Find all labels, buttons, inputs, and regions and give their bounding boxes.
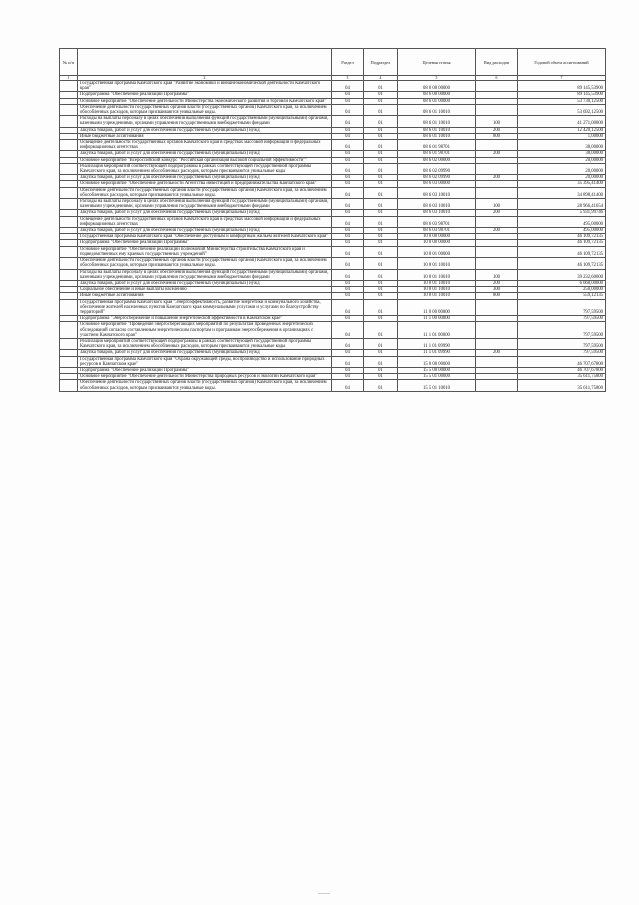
row-amount-cell: 797,59500 <box>518 299 606 316</box>
row-section-cell: 04 <box>332 287 364 293</box>
row-exp-type-cell: 300 <box>476 287 518 293</box>
row-target-cell: 08 6 02 09990 <box>398 175 476 181</box>
row-subsection-cell: 01 <box>364 98 398 104</box>
row-exp-type-cell: 200 <box>476 175 518 181</box>
row-target-cell: 08 6 01 10010 <box>398 104 476 115</box>
row-target-cell: 15 0 00 00000 <box>398 356 476 367</box>
row-section-cell: 04 <box>332 280 364 286</box>
row-target-cell: 10 8 00 00000 <box>398 240 476 246</box>
row-target-cell: 11 1 01 09990 <box>398 338 476 349</box>
row-subsection-cell: 01 <box>364 163 398 174</box>
column-number: 4 <box>364 76 398 81</box>
row-subsection-cell: 01 <box>364 92 398 98</box>
row-number-cell <box>60 299 78 316</box>
header-exp-type: Вид расходов <box>476 49 518 76</box>
row-name-cell: Основное мероприятие "Обеспечение деятельности Министерства экономического развития и торговли Камчатского края" <box>78 98 332 104</box>
row-target-cell: 08 6 03 00000 <box>398 181 476 187</box>
budget-table <box>59 48 606 392</box>
row-section-cell: 04 <box>332 380 364 391</box>
row-section-cell: 04 <box>332 338 364 349</box>
row-amount-cell: 797,59500 <box>518 316 606 322</box>
row-section-cell: 04 <box>332 246 364 257</box>
row-section-cell: 04 <box>332 240 364 246</box>
row-target-cell: 08 6 02 00000 <box>398 157 476 163</box>
row-amount-cell: 39 232,60000 <box>518 269 606 280</box>
header-amount: Годовой объем ассигнований <box>518 49 606 76</box>
row-amount-cell: 38,00000 <box>518 140 606 151</box>
table-row <box>60 104 606 115</box>
row-exp-type-cell: 100 <box>476 116 518 127</box>
table-row <box>60 356 606 367</box>
table-body <box>60 81 606 392</box>
row-amount-cell: 12 420,12500 <box>518 127 606 133</box>
header-num: № п/п <box>60 49 78 76</box>
row-name-cell: Обеспечение деятельности государственных органов власти (государственных органов) Камчатского края, за исключением обособленных расходов, которым присваиваются уникальные коды. <box>78 187 332 198</box>
row-subsection-cell: 01 <box>364 187 398 198</box>
row-target-cell: 08 6 03 98701 <box>398 228 476 234</box>
table-row <box>60 140 606 151</box>
row-section-cell: 04 <box>332 199 364 210</box>
row-section-cell: 04 <box>332 316 364 322</box>
row-target-cell: 08 6 03 10010 <box>398 187 476 198</box>
row-subsection-cell: 01 <box>364 216 398 227</box>
column-number: 5 <box>398 76 476 81</box>
row-name-cell: Освещение деятельности государственных органов Камчатского края в средствах массовой информации и федеральных информационных агентствах <box>78 140 332 151</box>
row-amount-cell: 46 109,72135 <box>518 258 606 269</box>
row-section-cell: 04 <box>332 299 364 316</box>
row-subsection-cell: 01 <box>364 293 398 299</box>
row-exp-type-cell <box>476 216 518 227</box>
row-target-cell: 11 1 01 00000 <box>398 322 476 339</box>
row-subsection-cell: 01 <box>364 116 398 127</box>
row-exp-type-cell <box>476 356 518 367</box>
row-target-cell: 08 6 01 10010 <box>398 127 476 133</box>
row-target-cell: 08 6 01 10010 <box>398 133 476 139</box>
row-subsection-cell: 01 <box>364 269 398 280</box>
row-amount-cell: 20,00000 <box>518 157 606 163</box>
row-number-cell <box>60 116 78 127</box>
row-amount-cell: 797,59500 <box>518 338 606 349</box>
row-amount-cell: 46 109,72135 <box>518 246 606 257</box>
row-exp-type-cell: 200 <box>476 151 518 157</box>
table-header-row <box>60 49 606 76</box>
row-amount-cell: 5 931,99746 <box>518 210 606 216</box>
row-name-cell: Закупка товаров, работ и услуг для обеспечения государственных (муниципальных) нужд <box>78 151 332 157</box>
row-name-cell: Подпрограмма "Обеспечение реализации Программы" <box>78 92 332 98</box>
row-number-cell <box>60 258 78 269</box>
row-subsection-cell: 01 <box>364 133 398 139</box>
row-target-cell: 15 5 01 00000 <box>398 374 476 380</box>
column-number: 2 <box>78 76 332 81</box>
row-exp-type-cell <box>476 140 518 151</box>
row-number-cell <box>60 163 78 174</box>
row-exp-type-cell <box>476 380 518 391</box>
row-target-cell: 10 8 01 10010 <box>398 293 476 299</box>
row-section-cell: 04 <box>332 175 364 181</box>
table-row <box>60 187 606 198</box>
row-exp-type-cell <box>476 299 518 316</box>
row-exp-type-cell: 200 <box>476 350 518 356</box>
row-subsection-cell: 01 <box>364 258 398 269</box>
row-exp-type-cell: 100 <box>476 199 518 210</box>
row-target-cell: 10 8 01 10010 <box>398 269 476 280</box>
row-name-cell: Основное мероприятие "Всероссийский конкурс "Российская организация высокой социальной эффективности"" <box>78 157 332 163</box>
row-section-cell: 04 <box>332 151 364 157</box>
row-section-cell: 04 <box>332 81 364 92</box>
row-section-cell: 04 <box>332 350 364 356</box>
row-target-cell: 08 6 03 10010 <box>398 199 476 210</box>
column-number: 3 <box>332 76 364 81</box>
row-subsection-cell: 01 <box>364 228 398 234</box>
table-row <box>60 81 606 92</box>
row-target-cell: 15 5 00 00000 <box>398 367 476 373</box>
row-subsection-cell: 01 <box>364 374 398 380</box>
row-subsection-cell: 01 <box>364 380 398 391</box>
row-name-cell: Обеспечение деятельности государственных органов власти (государственных органов) Камчатского края, за исключением обособленных расходов, которым присваиваются уникальные коды. <box>78 258 332 269</box>
column-number: 1 <box>60 76 78 81</box>
row-exp-type-cell: 200 <box>476 127 518 133</box>
row-amount-cell: 46 707,67800 <box>518 367 606 373</box>
row-name-cell: Закупка товаров, работ и услуг для обеспечения государственных (муниципальных) нужд <box>78 210 332 216</box>
row-exp-type-cell: 200 <box>476 280 518 286</box>
table-row <box>60 299 606 316</box>
header-section: Раздел <box>332 49 364 76</box>
row-amount-cell: 495,00000 <box>518 228 606 234</box>
row-exp-type-cell: 800 <box>476 133 518 139</box>
row-section-cell: 04 <box>332 157 364 163</box>
row-name-cell: Закупка товаров, работ и услуг для обеспечения государственных (муниципальных) нужд <box>78 175 332 181</box>
row-section-cell: 04 <box>332 104 364 115</box>
row-subsection-cell: 01 <box>364 127 398 133</box>
row-target-cell: 11 1 00 00000 <box>398 316 476 322</box>
row-subsection-cell: 01 <box>364 140 398 151</box>
row-exp-type-cell <box>476 163 518 174</box>
row-amount-cell: 89 145,53900 <box>518 92 606 98</box>
row-target-cell: 11 1 01 09990 <box>398 350 476 356</box>
row-number-cell <box>60 187 78 198</box>
row-name-cell: Освещение деятельности государственных органов Камчатского края в средствах массовой информации и федеральных информационных агентствах <box>78 216 332 227</box>
row-name-cell: Иные бюджетные ассигнования <box>78 133 332 139</box>
row-subsection-cell: 01 <box>364 210 398 216</box>
row-subsection-cell: 01 <box>364 181 398 187</box>
row-amount-cell: 1,00000 <box>518 133 606 139</box>
header-name <box>78 49 332 76</box>
row-number-cell <box>60 246 78 257</box>
row-name-cell: Государственная программа Камчатского края "Развитие экономики и внешнеэкономической деятельности Камчатского края" <box>78 81 332 92</box>
table-row <box>60 216 606 227</box>
row-exp-type-cell <box>476 246 518 257</box>
row-subsection-cell: 01 <box>364 199 398 210</box>
row-amount-cell: 6 068,00000 <box>518 280 606 286</box>
row-amount-cell: 53 692,12500 <box>518 104 606 115</box>
row-subsection-cell: 01 <box>364 299 398 316</box>
row-name-cell: Расходы на выплаты персоналу в целях обеспечения выполнения функций государственными (муниципальными) органами, казенными учреждениями, органами управления государственными внебюджетными фондами <box>78 269 332 280</box>
header-target: Целевая статья <box>398 49 476 76</box>
row-subsection-cell: 01 <box>364 104 398 115</box>
row-target-cell: 10 8 01 10010 <box>398 258 476 269</box>
row-amount-cell: 559,12135 <box>518 293 606 299</box>
row-subsection-cell: 01 <box>364 316 398 322</box>
row-section-cell: 04 <box>332 216 364 227</box>
row-name-cell: Закупка товаров, работ и услуг для обеспечения государственных (муниципальных) нужд <box>78 127 332 133</box>
table-row <box>60 322 606 339</box>
row-name-cell: Основное мероприятие "Обеспечение деятельности Агентства инвестиций и предпринимательства Камчатского края" <box>78 181 332 187</box>
row-name-cell: Реализация мероприятий соответствующей подпрограммы в рамках соответствующей государственной программы Камчатского края, за исключением обособленных расходов, которым присваиваются уникальные коды <box>78 163 332 174</box>
row-name-cell: Реализация мероприятий соответствующей подпрограммы в рамках соответствующей государственной программы Камчатского края, за исключением обособленных расходов, которым присваиваются уникальные коды <box>78 338 332 349</box>
row-name-cell: Основное мероприятие "Обеспечение деятельности Министерства природных ресурсов и экологии Камчатского края" <box>78 374 332 380</box>
row-name-cell: Государственная программа Камчатского края "Энергоэффективность, развитие энергетики и коммунального хозяйства, обеспечение жителей населенных пунктов Камчатского края коммунальными услугами и услугами по благоустройству территорий" <box>78 299 332 316</box>
row-amount-cell: 20,00000 <box>518 163 606 174</box>
column-number: 7 <box>518 76 606 81</box>
row-subsection-cell: 01 <box>364 280 398 286</box>
row-amount-cell: 495,00000 <box>518 216 606 227</box>
row-name-cell: Иные бюджетные ассигнования <box>78 293 332 299</box>
row-section-cell: 04 <box>332 269 364 280</box>
row-section-cell: 04 <box>332 163 364 174</box>
row-section-cell: 04 <box>332 92 364 98</box>
row-exp-type-cell <box>476 104 518 115</box>
row-subsection-cell: 01 <box>364 240 398 246</box>
row-name-cell: Закупка товаров, работ и услуг для обеспечения государственных (муниципальных) нужд <box>78 350 332 356</box>
row-subsection-cell: 01 <box>364 356 398 367</box>
row-subsection-cell: 01 <box>364 338 398 349</box>
row-subsection-cell: 01 <box>364 81 398 92</box>
row-target-cell: 08 6 03 10010 <box>398 210 476 216</box>
table-row <box>60 163 606 174</box>
row-name-cell: Расходы на выплаты персоналу в целях обеспечения выполнения функций государственными (муниципальными) органами, казенными учреждениями, органами управления государственными внебюджетными фондами <box>78 116 332 127</box>
row-section-cell: 04 <box>332 140 364 151</box>
row-exp-type-cell: 200 <box>476 228 518 234</box>
row-number-cell <box>60 356 78 367</box>
row-section-cell: 04 <box>332 234 364 240</box>
row-name-cell: Государственная программа Камчатского края "Обеспечение доступным и комфортным жильем жителей Камчатского края" <box>78 234 332 240</box>
row-amount-cell: 38,00000 <box>518 151 606 157</box>
row-name-cell: Подпрограмма "Обеспечение реализации Программы" <box>78 367 332 373</box>
row-name-cell: Расходы на выплаты персоналу в целях обеспечения выполнения функций государственными (муниципальными) органами, казенными учреждениями, органами управления государственными внебюджетными фондами <box>78 199 332 210</box>
row-amount-cell: 35 611,75800 <box>518 380 606 391</box>
row-number-cell <box>60 269 78 280</box>
row-section-cell: 04 <box>332 258 364 269</box>
row-target-cell: 10 8 01 10010 <box>398 280 476 286</box>
row-amount-cell: 41 271,00000 <box>518 116 606 127</box>
row-target-cell: 10 8 01 00000 <box>398 246 476 257</box>
row-section-cell: 04 <box>332 367 364 373</box>
row-amount-cell: 46 707,67800 <box>518 356 606 367</box>
row-section-cell: 04 <box>332 133 364 139</box>
row-amount-cell: 35 395,41400 <box>518 181 606 187</box>
row-number-cell <box>60 81 78 92</box>
row-section-cell: 04 <box>332 374 364 380</box>
row-subsection-cell: 01 <box>364 287 398 293</box>
row-number-cell <box>60 104 78 115</box>
row-amount-cell: 28 966,41654 <box>518 199 606 210</box>
row-section-cell: 04 <box>332 98 364 104</box>
scan-mark <box>318 893 330 894</box>
row-exp-type-cell <box>476 187 518 198</box>
row-section-cell: 04 <box>332 322 364 339</box>
row-name-cell: Обеспечение деятельности государственных органов власти (государственных органов) Камчатского края, за исключением обособленных расходов, которым присваиваются уникальные коды. <box>78 380 332 391</box>
row-target-cell: 10 0 00 00000 <box>398 234 476 240</box>
row-number-cell <box>60 216 78 227</box>
row-section-cell: 04 <box>332 127 364 133</box>
row-number-cell <box>60 140 78 151</box>
row-target-cell: 08 6 02 09990 <box>398 163 476 174</box>
table-row <box>60 338 606 349</box>
row-subsection-cell: 01 <box>364 322 398 339</box>
row-exp-type-cell <box>476 258 518 269</box>
row-number-cell <box>60 380 78 391</box>
row-section-cell: 04 <box>332 116 364 127</box>
row-amount-cell: 35 611,75800 <box>518 374 606 380</box>
row-target-cell: 08 6 01 00000 <box>398 98 476 104</box>
row-target-cell: 08 6 01 10010 <box>398 116 476 127</box>
row-name-cell: Закупка товаров, работ и услуг для обеспечения государственных (муниципальных) нужд <box>78 280 332 286</box>
table-row <box>60 380 606 391</box>
row-name-cell: Основное мероприятие "Проведение энергосберегающих мероприятий по результатам проведенных энергетических обследований согласно составленным энергетическим паспортам и программам энергосбережения в организациях с участием Камчатского края" <box>78 322 332 339</box>
table-row <box>60 258 606 269</box>
row-name-cell: Социальное обеспечение и иные выплаты населению <box>78 287 332 293</box>
row-exp-type-cell: 200 <box>476 210 518 216</box>
row-amount-cell: 250,00000 <box>518 287 606 293</box>
table-row <box>60 269 606 280</box>
row-subsection-cell: 01 <box>364 157 398 163</box>
row-target-cell: 11 0 00 00000 <box>398 299 476 316</box>
row-subsection-cell: 01 <box>364 151 398 157</box>
row-amount-cell: 797,59500 <box>518 322 606 339</box>
row-amount-cell: 53 730,12500 <box>518 98 606 104</box>
row-name-cell: Подпрограмма "Энергосбережение и повышение энергетической эффективности в Камчатском крае" <box>78 316 332 322</box>
row-name-cell: Подпрограмма "Обеспечение реализации Программы" <box>78 240 332 246</box>
row-subsection-cell: 01 <box>364 175 398 181</box>
row-target-cell: 08 6 03 98701 <box>398 216 476 227</box>
row-amount-cell: 46 109,72135 <box>518 234 606 240</box>
row-amount-cell: 89 145,53900 <box>518 81 606 92</box>
table-row <box>60 199 606 210</box>
row-amount-cell: 797,59500 <box>518 350 606 356</box>
row-section-cell: 04 <box>332 210 364 216</box>
row-amount-cell: 46 109,72135 <box>518 240 606 246</box>
row-name-cell: Закупка товаров, работ и услуг для обеспечения государственных (муниципальных) нужд <box>78 228 332 234</box>
row-exp-type-cell <box>476 338 518 349</box>
row-target-cell: 08 6 01 98701 <box>398 140 476 151</box>
row-name-cell: Государственная программа Камчатского края "Охрана окружающей среды, воспроизводство и использование природных ресурсов в Камчатском крае" <box>78 356 332 367</box>
row-target-cell: 08 6 01 98701 <box>398 151 476 157</box>
row-subsection-cell: 01 <box>364 234 398 240</box>
table-row <box>60 116 606 127</box>
row-name-cell: Обеспечение деятельности государственных органов власти (государственных органов) Камчатского края, за исключением обособленных расходов, которым присваиваются уникальные коды. <box>78 104 332 115</box>
column-number: 6 <box>476 76 518 81</box>
row-amount-cell: 34 898,41400 <box>518 187 606 198</box>
row-amount-cell: 20,00000 <box>518 175 606 181</box>
row-section-cell: 04 <box>332 187 364 198</box>
row-target-cell: 08 6 00 00000 <box>398 92 476 98</box>
row-target-cell: 08 0 00 00000 <box>398 81 476 92</box>
row-section-cell: 04 <box>332 228 364 234</box>
table-row <box>60 246 606 257</box>
row-number-cell <box>60 322 78 339</box>
row-section-cell: 04 <box>332 293 364 299</box>
row-target-cell: 10 8 01 10010 <box>398 287 476 293</box>
row-name-cell: Основное мероприятие "Обеспечение реализации полномочий Министерства строительства Камчатского края и подведомственных ему краевых государственных учреждений" <box>78 246 332 257</box>
row-target-cell: 15 5 01 10010 <box>398 380 476 391</box>
row-exp-type-cell: 800 <box>476 293 518 299</box>
row-subsection-cell: 01 <box>364 350 398 356</box>
row-number-cell <box>60 199 78 210</box>
row-subsection-cell: 01 <box>364 246 398 257</box>
row-exp-type-cell: 100 <box>476 269 518 280</box>
row-section-cell: 04 <box>332 356 364 367</box>
row-exp-type-cell <box>476 81 518 92</box>
row-subsection-cell: 01 <box>364 367 398 373</box>
row-number-cell <box>60 338 78 349</box>
header-subsection: Подраздел <box>364 49 398 76</box>
row-section-cell: 04 <box>332 181 364 187</box>
row-exp-type-cell <box>476 322 518 339</box>
